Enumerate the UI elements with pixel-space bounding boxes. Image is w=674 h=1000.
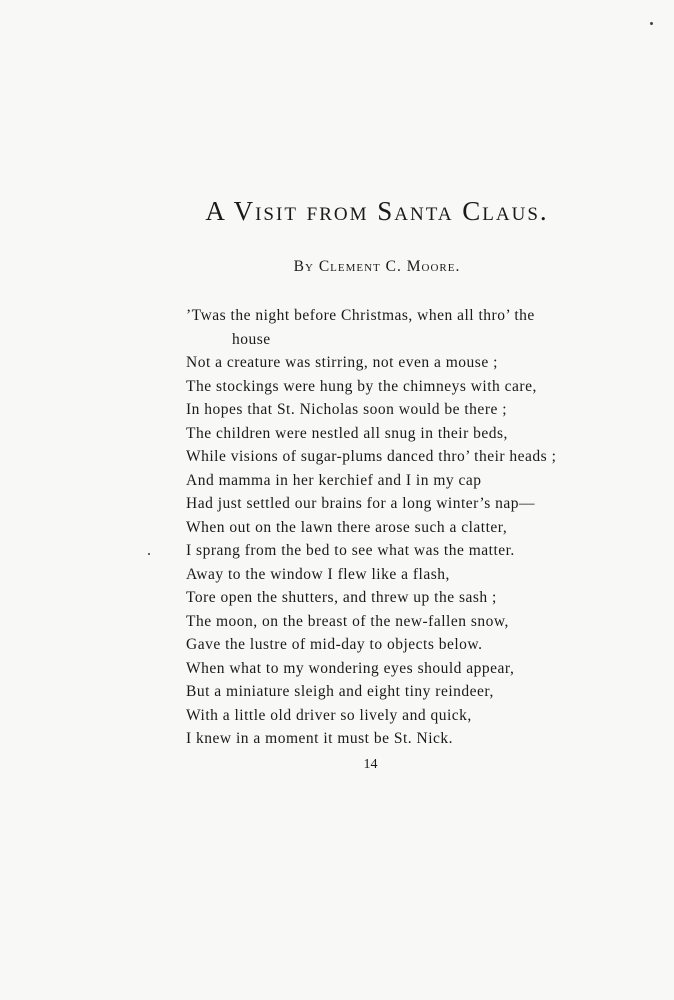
poem-line: ’Twas the night before Christmas, when all thro’ the [186,307,535,324]
poem-line: While visions of sugar-plums danced thro’ their heads ; [186,448,557,465]
poem-line: Not a creature was stirring, not even a mouse ; [186,354,498,371]
poem-line: Gave the lustre of mid-day to objects below. [186,636,483,653]
poem-line: And mamma in her kerchief and I in my cap [186,471,482,489]
poem-body [186,304,586,751]
poem-line: Away to the window I flew like a flash, [186,565,450,583]
poem-line: In hopes that St. Nicholas soon would be there ; [186,401,508,418]
page-number: 14 [363,757,378,772]
poem-line: I sprang from the bed to see what was the matter. [186,542,515,559]
poem-byline: By Clement C. Moore. [293,258,461,275]
poem-line: But a miniature sleigh and eight tiny reindeer, [186,683,494,700]
poem-line: The children were nestled all snug in their beds, [186,424,508,442]
poem-line: The stockings were hung by the chimneys with care, [186,377,537,395]
poem-title: A Visit from Santa Claus. [205,196,549,226]
poem-line: Had just settled our brains for a long winter’s nap— [186,495,535,512]
poem-line: With a little old driver so lively and quick, [186,706,472,724]
poem-line: I knew in a moment it must be St. Nick. [186,730,454,747]
poem-line: When what to my wondering eyes should appear, [186,659,515,677]
poem-line: The moon, on the breast of the new-fallen snow, [186,612,509,630]
poem-line: Tore open the shutters, and threw up the sash ; [186,589,497,606]
margin-speck [148,553,150,555]
poem-line: house [232,330,271,348]
corner-speck [650,22,653,25]
poem-line: When out on the lawn there arose such a clatter, [186,518,508,536]
